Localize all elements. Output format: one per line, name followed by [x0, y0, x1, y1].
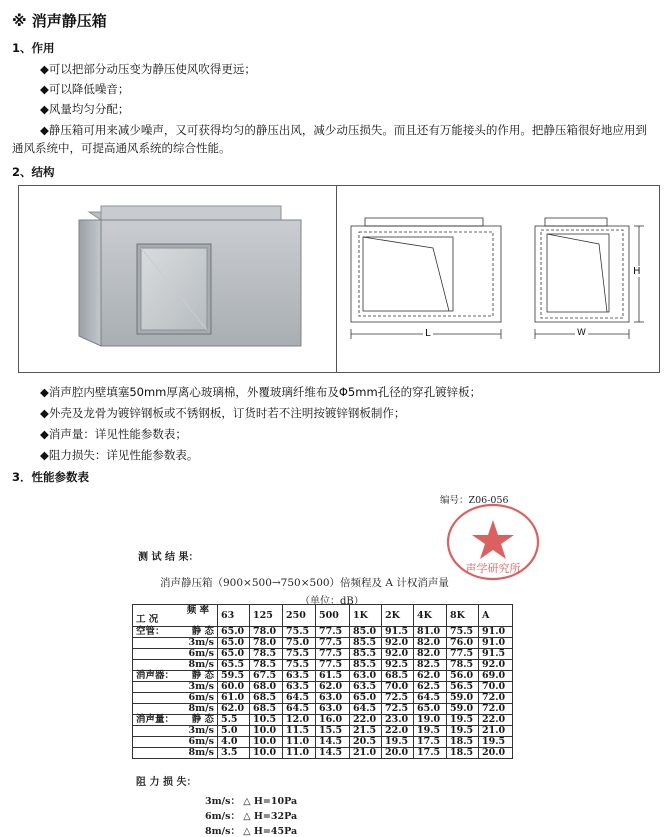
table-cell: 75.5 — [283, 660, 316, 671]
column-header: 8K — [447, 605, 479, 627]
table-cell: 91.5 — [382, 627, 414, 638]
red-seal — [445, 502, 541, 582]
table-cell: 75.0 — [283, 638, 316, 649]
table-cell: 19.5 — [414, 726, 447, 737]
section-2-heading: 2、结构 — [12, 165, 55, 179]
row-label-cell — [133, 726, 218, 737]
row-condition-label: 3m/s — [188, 637, 214, 648]
table-cell: 91.0 — [479, 638, 513, 649]
column-header: 4K — [414, 605, 447, 627]
table-cell: 78.0 — [250, 627, 283, 638]
table-cell: 64.5 — [283, 693, 316, 704]
section-1-heading: 1、作用 — [12, 41, 55, 55]
row-condition-label: 6m/s — [188, 692, 214, 703]
row-label-cell — [133, 715, 218, 726]
row-label-cell — [133, 748, 218, 759]
resistance-value: △ H=32Pa — [243, 811, 298, 822]
table-cell: 78.5 — [447, 660, 479, 671]
structure-figure — [18, 185, 660, 373]
row-group-label: 消声器： — [136, 670, 175, 681]
table-cell: 81.0 — [414, 627, 447, 638]
table-cell: 92.5 — [382, 660, 414, 671]
table-cell: 82.0 — [414, 649, 447, 660]
table-row — [133, 748, 513, 759]
table-cell: 20.5 — [350, 737, 382, 748]
row-label-cell — [133, 693, 218, 704]
table-cell: 3.5 — [218, 748, 250, 759]
row-condition-label: 8m/s — [188, 659, 214, 670]
row-condition-label: 6m/s — [188, 736, 214, 747]
table-cell: 10.5 — [250, 715, 283, 726]
table-cell: 63.5 — [283, 682, 316, 693]
row-label-cell — [133, 627, 218, 638]
table-cell: 92.0 — [382, 649, 414, 660]
table-cell: 77.5 — [316, 638, 350, 649]
table-cell: 5.5 — [218, 715, 250, 726]
table-cell: 65.0 — [218, 627, 250, 638]
bullet: ◆外壳及龙骨为镀锌钢板或不锈钢板，订货时若不注明按镀锌钢板制作； — [40, 406, 406, 420]
table-cell: 77.5 — [316, 627, 350, 638]
table-cell: 11.0 — [283, 748, 316, 759]
table-row — [133, 660, 513, 671]
table-cell: 76.0 — [447, 638, 479, 649]
table-header-row — [133, 605, 513, 627]
bullet: ◆风量均匀分配； — [40, 102, 130, 116]
table-cell: 69.0 — [479, 671, 513, 682]
table-cell: 78.5 — [250, 660, 283, 671]
test-result-label: 测 试 结 果： — [138, 552, 199, 563]
table-cell: 56.5 — [447, 682, 479, 693]
dimension-drawing — [337, 186, 659, 372]
row-group-label: 消声量： — [136, 714, 175, 725]
row-label-cell — [133, 660, 218, 671]
table-cell: 68.5 — [250, 693, 283, 704]
bullet: ◆消声腔内壁填塞50mm厚离心玻璃棉，外覆玻璃纤维布及Φ5mm孔径的穿孔镀锌板； — [40, 385, 482, 399]
table-cell: 62.0 — [316, 682, 350, 693]
bullet: ◆消声量：详见性能参数表； — [40, 427, 187, 441]
table-cell: 72.0 — [479, 704, 513, 715]
row-group-label: 空管： — [136, 626, 165, 637]
table-row — [133, 704, 513, 715]
table-cell: 75.5 — [283, 627, 316, 638]
table-cell: 10.0 — [250, 748, 283, 759]
table-cell: 12.0 — [283, 715, 316, 726]
dim-l-label: L — [425, 328, 431, 339]
table-cell: 65.0 — [218, 638, 250, 649]
resistance-speed: 6m/s： — [205, 811, 240, 822]
table-cell: 85.5 — [350, 638, 382, 649]
table-cell: 21.5 — [350, 726, 382, 737]
column-header: 2K — [382, 605, 414, 627]
table-cell: 82.0 — [414, 638, 447, 649]
table-cell: 56.0 — [447, 671, 479, 682]
table-cell: 18.5 — [447, 737, 479, 748]
resistance-speed: 3m/s： — [205, 796, 240, 807]
table-cell: 77.5 — [316, 660, 350, 671]
paragraph: ◆静压箱可用来减少噪声，又可获得均匀的静压出风，减少动压损失。而且还有万能接头的作用。把静压箱很好地应用到通风系统中，可提高通风系统的综合性能。 — [12, 123, 647, 155]
table-cell: 63.5 — [283, 671, 316, 682]
row-condition-label: 6m/s — [188, 648, 214, 659]
row-condition-label: 8m/s — [188, 703, 214, 714]
product-photo — [19, 186, 337, 372]
table-caption: 消声静压箱（900×500→750×500）倍频程及 A 计权消声量 — [160, 577, 449, 589]
table-cell: 21.0 — [479, 726, 513, 737]
row-condition-label: 静 态 — [191, 714, 214, 725]
performance-table-wrap — [132, 604, 513, 759]
dim-h-label: H — [633, 266, 641, 277]
table-cell: 61.5 — [316, 671, 350, 682]
table-cell: 10.0 — [250, 726, 283, 737]
table-cell: 64.5 — [350, 704, 382, 715]
dim-w-label: W — [577, 328, 586, 338]
corner-bottom-label: 工 况 — [136, 614, 159, 625]
table-cell: 62.0 — [218, 704, 250, 715]
table-cell: 22.0 — [382, 726, 414, 737]
row-condition-label: 静 态 — [191, 626, 214, 637]
table-cell: 77.5 — [447, 649, 479, 660]
table-cell: 59.0 — [447, 693, 479, 704]
table-cell: 19.5 — [447, 726, 479, 737]
table-cell: 63.0 — [316, 704, 350, 715]
row-label-cell — [133, 704, 218, 715]
column-header: 250 — [283, 605, 316, 627]
table-cell: 4.0 — [218, 737, 250, 748]
table-cell: 75.5 — [447, 627, 479, 638]
table-cell: 78.0 — [250, 638, 283, 649]
row-condition-label: 3m/s — [188, 681, 214, 692]
row-condition-label: 静 态 — [191, 670, 214, 681]
row-label-cell — [133, 649, 218, 660]
table-cell: 23.0 — [382, 715, 414, 726]
bullet: ◆阻力损失：详见性能参数表。 — [40, 448, 199, 462]
table-row — [133, 693, 513, 704]
table-row — [133, 682, 513, 693]
table-cell: 65.0 — [218, 649, 250, 660]
row-condition-label: 8m/s — [188, 747, 214, 758]
table-row — [133, 737, 513, 748]
table-cell: 62.5 — [414, 682, 447, 693]
table-cell: 17.5 — [414, 737, 447, 748]
table-cell: 19.5 — [382, 737, 414, 748]
table-cell: 63.0 — [350, 671, 382, 682]
table-cell: 11.0 — [283, 737, 316, 748]
table-cell: 91.5 — [479, 649, 513, 660]
page-title: ※ 消声静压箱 — [12, 12, 107, 30]
column-header: 125 — [250, 605, 283, 627]
table-cell: 75.5 — [283, 649, 316, 660]
table-cell: 5.0 — [218, 726, 250, 737]
table-cell: 64.5 — [283, 704, 316, 715]
resistance-value: △ H=10Pa — [243, 796, 298, 807]
table-cell: 91.0 — [479, 627, 513, 638]
table-cell: 14.5 — [316, 748, 350, 759]
column-header: 63 — [218, 605, 250, 627]
row-condition-label: 3m/s — [188, 725, 214, 736]
row-label-cell — [133, 671, 218, 682]
table-unit: （单位：dB） — [300, 596, 364, 607]
table-cell: 67.5 — [250, 671, 283, 682]
table-cell: 82.5 — [414, 660, 447, 671]
table-cell: 65.0 — [414, 704, 447, 715]
resistance-row — [205, 808, 297, 822]
table-cell: 59.0 — [447, 704, 479, 715]
resistance-speed: 8m/s： — [205, 826, 240, 837]
dimension-drawing-svg — [337, 186, 659, 372]
table-cell: 10.0 — [250, 737, 283, 748]
table-cell: 14.5 — [316, 737, 350, 748]
stamp-text: 声学研究所 — [465, 562, 521, 575]
table-cell: 62.0 — [414, 671, 447, 682]
table-cell: 19.5 — [479, 737, 513, 748]
table-cell: 20.0 — [382, 748, 414, 759]
performance-table — [132, 604, 513, 759]
table-cell: 60.0 — [218, 682, 250, 693]
table-cell: 72.5 — [382, 704, 414, 715]
table-cell: 85.5 — [350, 660, 382, 671]
row-label-cell — [133, 737, 218, 748]
table-cell: 20.0 — [479, 748, 513, 759]
table-cell: 68.5 — [382, 671, 414, 682]
table-cell: 17.5 — [414, 748, 447, 759]
table-cell: 92.0 — [479, 660, 513, 671]
resistance-row — [205, 823, 297, 837]
section-3-heading: 3．性能参数表 — [12, 470, 90, 484]
bullet: ◆可以把部分动压变为静压使风吹得更远； — [40, 62, 256, 76]
table-corner-cell — [133, 605, 218, 627]
table-cell: 70.0 — [479, 682, 513, 693]
table-cell: 77.5 — [316, 649, 350, 660]
table-cell: 92.0 — [382, 638, 414, 649]
table-cell: 22.0 — [479, 715, 513, 726]
table-row — [133, 726, 513, 737]
table-cell: 63.0 — [316, 693, 350, 704]
corner-top-label: 频 率 — [186, 605, 209, 616]
table-cell: 19.5 — [447, 715, 479, 726]
table-cell: 18.5 — [447, 748, 479, 759]
table-cell: 85.5 — [350, 649, 382, 660]
column-header: A — [479, 605, 513, 627]
table-body — [133, 627, 513, 759]
table-cell: 21.0 — [350, 748, 382, 759]
table-row — [133, 671, 513, 682]
table-row — [133, 715, 513, 726]
table-cell: 15.5 — [316, 726, 350, 737]
table-cell: 70.0 — [382, 682, 414, 693]
row-label-cell — [133, 682, 218, 693]
resistance-label: 阻 力 损 失： — [136, 777, 197, 788]
column-header: 500 — [316, 605, 350, 627]
table-cell: 59.5 — [218, 671, 250, 682]
table-cell: 72.0 — [479, 693, 513, 704]
table-cell: 22.0 — [350, 715, 382, 726]
resistance-value: △ H=45Pa — [243, 826, 298, 837]
table-cell: 65.5 — [218, 660, 250, 671]
row-label-cell — [133, 638, 218, 649]
table-cell: 11.5 — [283, 726, 316, 737]
table-cell: 16.0 — [316, 715, 350, 726]
table-row — [133, 649, 513, 660]
bullet: ◆可以降低噪音； — [40, 82, 130, 96]
plenum-box-illustration — [19, 186, 337, 374]
table-cell: 19.0 — [414, 715, 447, 726]
resistance-row — [205, 793, 297, 807]
column-header: 1K — [350, 605, 382, 627]
table-cell: 78.5 — [250, 649, 283, 660]
table-cell: 63.5 — [350, 682, 382, 693]
table-cell: 72.5 — [382, 693, 414, 704]
table-cell: 64.5 — [414, 693, 447, 704]
table-cell: 85.0 — [350, 627, 382, 638]
table-cell: 65.0 — [350, 693, 382, 704]
official-stamp — [445, 502, 541, 582]
table-row — [133, 638, 513, 649]
table-cell: 61.0 — [218, 693, 250, 704]
report-serial: 编号：Z06-056 — [440, 495, 509, 506]
table-cell: 68.5 — [250, 704, 283, 715]
table-row — [133, 627, 513, 638]
table-cell: 68.0 — [250, 682, 283, 693]
